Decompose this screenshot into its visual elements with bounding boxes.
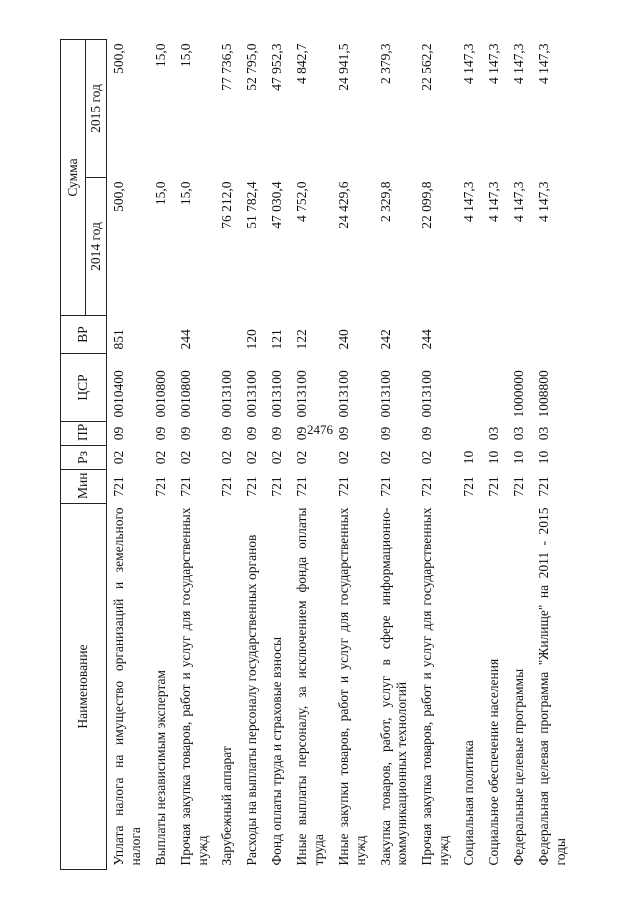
row-rz: 02 — [335, 450, 351, 465]
row-pr — [457, 422, 482, 446]
row-sum-2014: 4 147,3 — [510, 181, 526, 222]
row-name: Расходы на выплаты персоналу государственных органов — [244, 534, 260, 866]
row-sum-2014: 76 212,0 — [219, 181, 235, 229]
table-row — [240, 39, 265, 869]
row-vr: 851 — [111, 329, 126, 350]
row-vr: 240 — [335, 329, 351, 350]
row-csr: 0013100 — [244, 370, 260, 418]
row-vr: 244 — [177, 329, 193, 350]
row-min: 721 — [294, 476, 309, 497]
table-row — [482, 39, 507, 869]
row-sum-2015: 24 941,5 — [335, 43, 351, 91]
table-row — [265, 39, 290, 869]
row-rz: 02 — [244, 450, 260, 465]
table-body — [107, 39, 574, 869]
table-row — [332, 39, 374, 869]
header-rz: Рз — [61, 446, 107, 470]
row-vr — [457, 316, 482, 354]
row-sum-2014: 4 147,3 — [461, 181, 476, 222]
table-row — [149, 39, 174, 869]
row-csr: 0013100 — [377, 370, 393, 418]
row-name: Фонд оплаты труда и страховые взносы — [269, 636, 285, 866]
row-pr: 09 — [335, 426, 351, 441]
row-csr: 1000000 — [510, 370, 526, 418]
row-sum-2015: 4 147,3 — [461, 43, 476, 84]
row-sum-2014: 4 147,3 — [485, 181, 501, 222]
row-csr: 0013100 — [269, 370, 285, 418]
row-rz: 02 — [294, 450, 309, 465]
row-rz: 02 — [269, 450, 285, 465]
row-name: Закупка товаров, работ, услуг в сфере информационно-коммуникационных технологий — [377, 507, 410, 866]
row-rz: 02 — [419, 450, 435, 465]
row-sum-2014: 22 099,8 — [419, 181, 435, 229]
row-vr — [532, 316, 574, 354]
row-name: Прочая закупка товаров, работ и услуг для государственных нужд — [177, 507, 210, 866]
row-csr: 0013100 — [294, 370, 309, 418]
table-row — [290, 39, 332, 869]
row-name: Федеральные целевые программы — [510, 668, 526, 866]
page-number: 2476 — [307, 422, 333, 437]
header-2014: 2014 год — [86, 178, 107, 316]
row-vr: 120 — [244, 329, 260, 350]
row-pr: 03 — [535, 426, 551, 441]
row-sum-2014: 500,0 — [111, 181, 126, 212]
row-sum-2014: 47 030,4 — [269, 181, 285, 229]
row-name: Социальное обеспечение населения — [485, 658, 501, 866]
row-sum-2015: 47 952,3 — [269, 43, 285, 91]
table-row — [215, 39, 240, 869]
header-name: Наименование — [61, 504, 107, 870]
row-csr: 0010800 — [177, 370, 193, 418]
row-min: 721 — [152, 476, 168, 497]
row-min: 721 — [111, 476, 126, 497]
row-pr: 09 — [219, 426, 235, 441]
row-min: 721 — [485, 476, 501, 497]
row-min: 721 — [419, 476, 435, 497]
row-csr — [457, 354, 482, 422]
budget-table — [60, 39, 573, 870]
row-min: 721 — [244, 476, 260, 497]
row-vr: 121 — [269, 329, 285, 350]
row-csr — [482, 354, 507, 422]
row-name: Иные выплаты персоналу, за исключением фонда оплаты труда — [294, 507, 326, 866]
row-vr: 122 — [294, 329, 309, 350]
row-pr: 09 — [111, 426, 126, 441]
row-sum-2015: 22 562,2 — [419, 43, 435, 91]
row-sum-2015: 500,0 — [111, 43, 126, 74]
table-row — [415, 39, 457, 869]
row-min: 721 — [269, 476, 285, 497]
row-min: 721 — [461, 476, 476, 497]
row-sum-2015: 77 736,5 — [219, 43, 235, 91]
row-name: Федеральная целевая программа "Жилище" на 2011 - 2015 годы — [535, 507, 568, 866]
row-rz: 10 — [485, 450, 501, 465]
row-vr — [482, 316, 507, 354]
row-name: Уплата налога на имущество организаций и земельного налога — [111, 507, 143, 866]
row-pr: 03 — [485, 426, 501, 441]
table-row — [507, 39, 532, 869]
row-pr: 09 — [269, 426, 285, 441]
row-sum-2014: 4 147,3 — [535, 181, 551, 222]
row-vr: 242 — [377, 329, 393, 350]
row-csr: 0013100 — [335, 370, 351, 418]
row-sum-2015: 4 842,7 — [294, 43, 309, 84]
row-min: 721 — [335, 476, 351, 497]
row-vr — [507, 316, 532, 354]
row-sum-2015: 4 147,3 — [535, 43, 551, 84]
table-row — [532, 39, 574, 869]
row-rz: 10 — [510, 450, 526, 465]
row-sum-2015: 15,0 — [152, 43, 168, 68]
row-name: Иные закупки товаров, работ и услуг для государственных нужд — [335, 507, 368, 866]
row-csr: 0010800 — [152, 370, 168, 418]
row-pr: 09 — [419, 426, 435, 441]
table-row — [107, 39, 149, 869]
row-vr — [149, 316, 174, 354]
row-name: Прочая закупка товаров, работ и услуг для государственных нужд — [419, 507, 452, 866]
row-rz: 02 — [177, 450, 193, 465]
row-csr: 0013100 — [219, 370, 235, 418]
row-rz: 02 — [377, 450, 393, 465]
row-pr: 09 — [177, 426, 193, 441]
row-csr: 0013100 — [419, 370, 435, 418]
row-csr: 1008800 — [535, 370, 551, 418]
row-sum-2014: 4 752,0 — [294, 181, 309, 222]
row-name: Выплаты независимым экспертам — [152, 670, 168, 866]
row-sum-2014: 15,0 — [177, 181, 193, 206]
row-pr: 09 — [377, 426, 393, 441]
row-csr: 0010400 — [111, 370, 126, 418]
row-sum-2015: 52 795,0 — [244, 43, 260, 91]
row-name: Зарубежный аппарат — [219, 746, 235, 866]
row-rz: 10 — [461, 450, 476, 465]
row-min: 721 — [510, 476, 526, 497]
row-sum-2014: 24 429,6 — [335, 181, 351, 229]
row-rz: 10 — [535, 450, 551, 465]
row-sum-2014: 51 782,4 — [244, 181, 260, 229]
table-header — [61, 39, 107, 869]
row-rz: 02 — [219, 450, 235, 465]
rotated-table-container — [60, 40, 568, 870]
header-min: Мин — [61, 470, 107, 504]
row-rz: 02 — [152, 450, 168, 465]
row-sum-2015: 15,0 — [177, 43, 193, 68]
header-sum: Сумма — [61, 39, 86, 315]
row-min: 721 — [377, 476, 393, 497]
row-min: 721 — [219, 476, 235, 497]
row-sum-2014: 2 329,8 — [377, 181, 393, 222]
row-pr: 03 — [510, 426, 526, 441]
row-min: 721 — [535, 476, 551, 497]
table-row — [174, 39, 216, 869]
table-row — [457, 39, 482, 869]
row-sum-2015: 4 147,3 — [485, 43, 501, 84]
header-csr: ЦСР — [61, 354, 107, 422]
row-rz: 02 — [111, 450, 126, 465]
table-row — [374, 39, 416, 869]
row-vr: 244 — [419, 329, 435, 350]
row-min: 721 — [177, 476, 193, 497]
row-pr: 09 — [294, 426, 309, 441]
header-pr: ПР — [61, 422, 107, 446]
row-sum-2015: 4 147,3 — [510, 43, 526, 84]
row-sum-2015: 2 379,3 — [377, 43, 393, 84]
row-vr — [215, 316, 240, 354]
row-sum-2014: 15,0 — [152, 181, 168, 206]
row-pr: 09 — [152, 426, 168, 441]
row-pr: 09 — [244, 426, 260, 441]
header-2015: 2015 год — [86, 39, 107, 177]
header-vr: ВР — [61, 316, 107, 354]
row-name: Социальная политика — [461, 740, 476, 866]
